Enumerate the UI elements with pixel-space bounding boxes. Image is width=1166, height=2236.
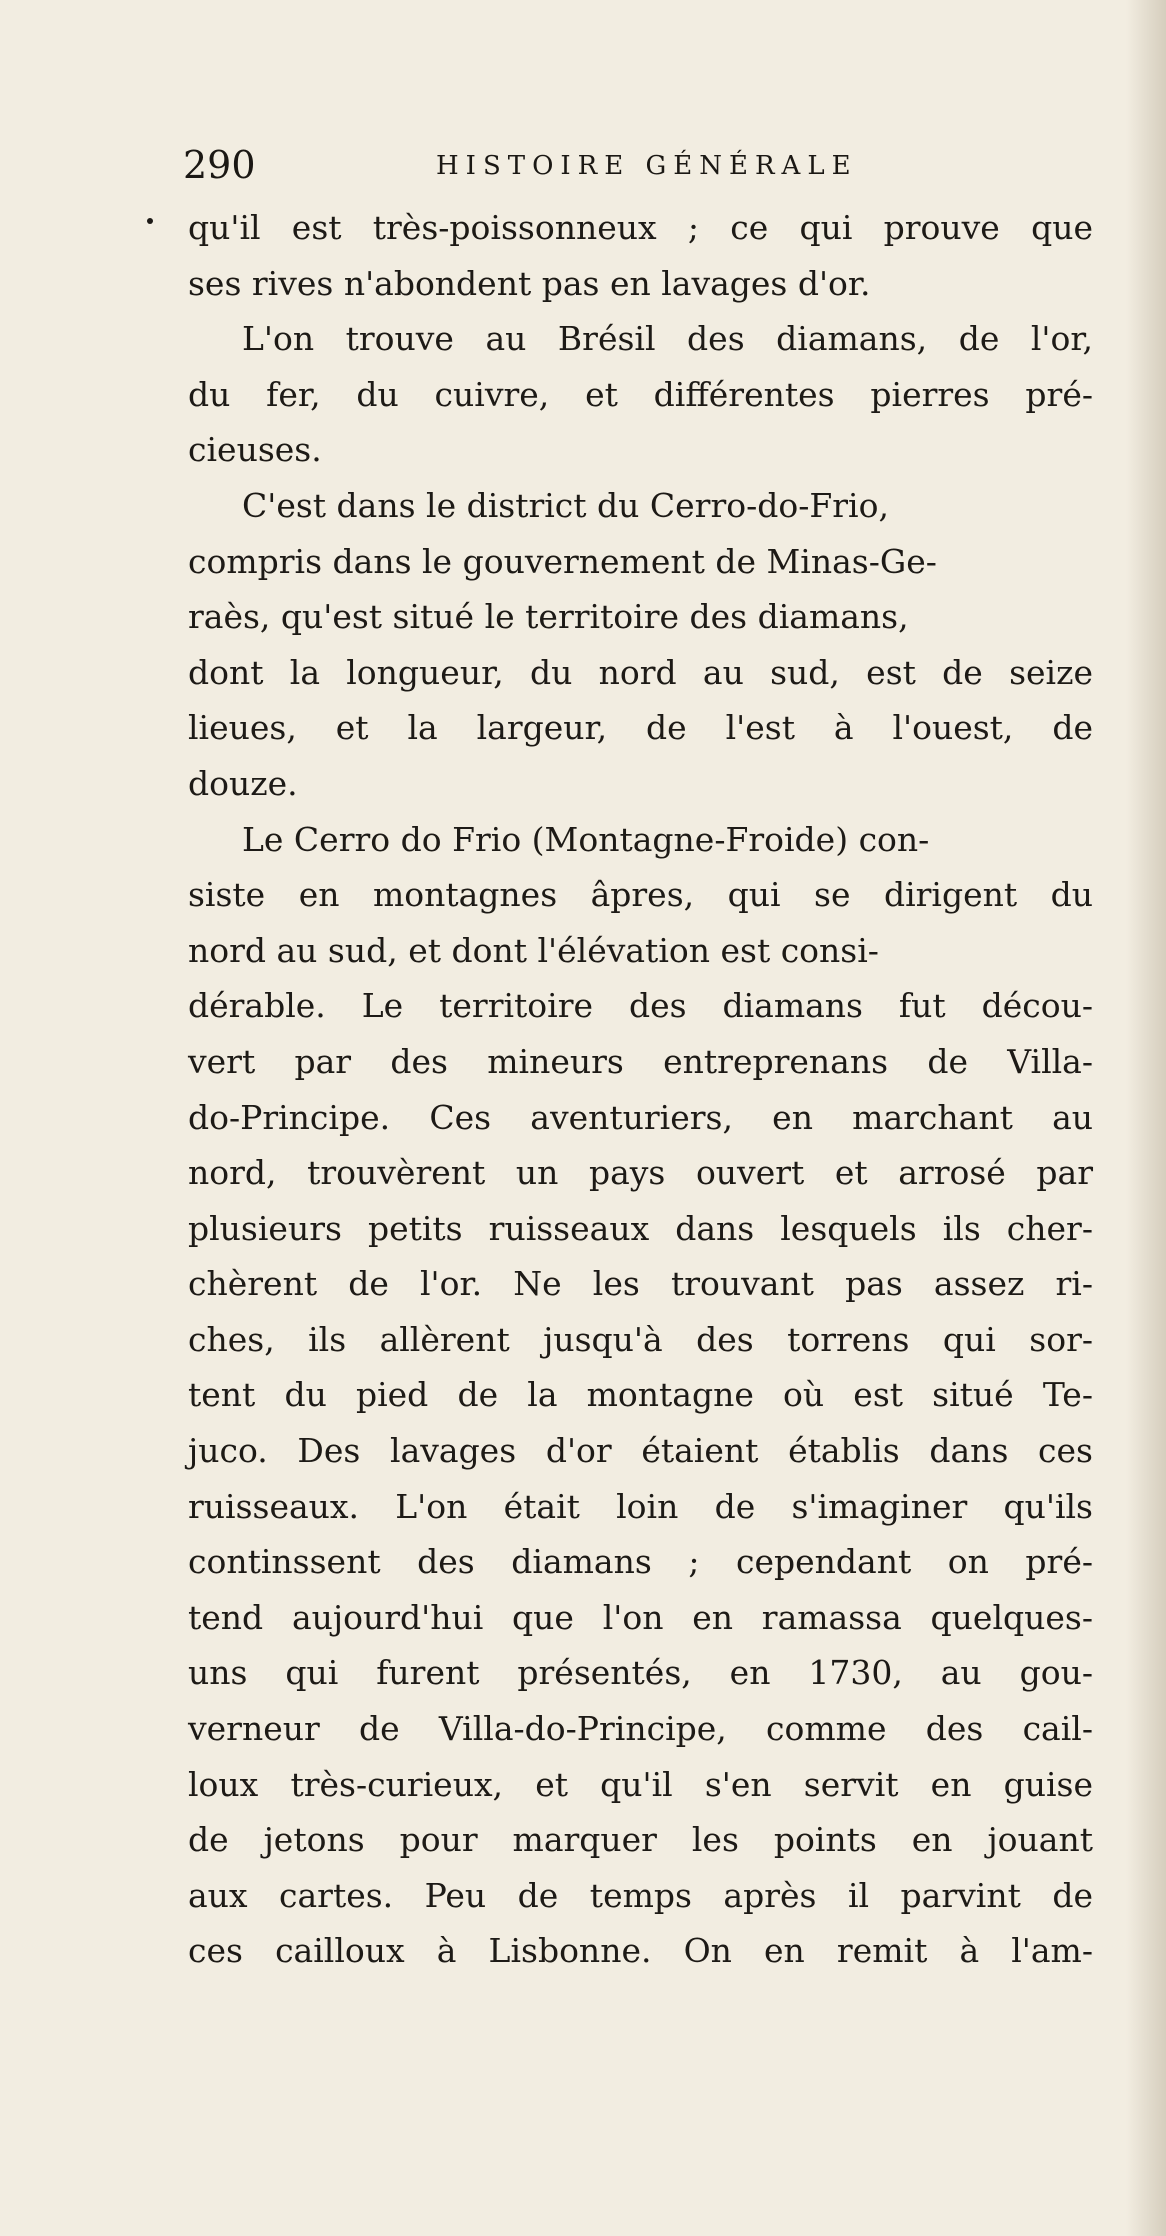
- running-head: HISTOIRE GÉNÉRALE: [436, 151, 858, 181]
- text-line: ruisseaux. L'on était loin de s'imaginer qu'ils: [188, 1486, 1093, 1526]
- page-number: 290: [183, 143, 256, 187]
- text-line: continssent des diamans ; cependant on pré-: [188, 1542, 1093, 1582]
- text-line: dont la longueur, du nord au sud, est de seize: [188, 652, 1093, 692]
- text-line: L'on trouve au Brésil des diamans, de l'or,: [242, 319, 1093, 359]
- text-line: aux cartes. Peu de temps après il parvint de: [188, 1875, 1093, 1915]
- text-line: ses rives n'abondent pas en lavages d'or.: [188, 263, 871, 303]
- text-line: tent du pied de la montagne où est situé Te-: [188, 1375, 1093, 1415]
- text-line: verneur de Villa-do-Principe, comme des cail-: [188, 1709, 1093, 1749]
- text-line: juco. Des lavages d'or étaient établis dans ces: [188, 1431, 1093, 1471]
- text-line: siste en montagnes âpres, qui se dirigent du: [188, 875, 1093, 915]
- text-line: do-Principe. Ces aventuriers, en marchant au: [188, 1097, 1093, 1137]
- text-line: compris dans le gouvernement de Minas-Ge-: [188, 541, 937, 581]
- text-line: uns qui furent présentés, en 1730, au gou-: [188, 1653, 1093, 1693]
- text-line: nord au sud, et dont l'élévation est consi-: [188, 930, 879, 970]
- text-line: plusieurs petits ruisseaux dans lesquels ils cher-: [188, 1208, 1093, 1248]
- body-text: [188, 200, 1128, 1979]
- page-header: [183, 140, 943, 190]
- text-line: tend aujourd'hui que l'on en ramassa quelques-: [188, 1597, 1093, 1637]
- text-line: C'est dans le district du Cerro-do-Frio,: [242, 485, 889, 525]
- text-line: cieuses.: [188, 430, 322, 470]
- text-line: douze.: [188, 763, 298, 803]
- text-line: qu'il est très-poissonneux ; ce qui prouve que: [188, 208, 1093, 247]
- text-line: dérable. Le territoire des diamans fut décou-: [188, 986, 1093, 1026]
- text-line: Le Cerro do Frio (Montagne-Froide) con-: [242, 819, 930, 859]
- text-line: lieues, et la largeur, de l'est à l'ouest, de: [188, 708, 1093, 748]
- text-line: de jetons pour marquer les points en jouant: [188, 1820, 1093, 1860]
- text-line: loux très-curieux, et qu'il s'en servit en guise: [188, 1764, 1093, 1804]
- text-line: vert par des mineurs entreprenans de Villa-: [188, 1041, 1093, 1081]
- page-edge-shadow: [1126, 0, 1166, 2236]
- text-line: ches, ils allèrent jusqu'à des torrens qui sor-: [188, 1319, 1093, 1359]
- text-line: nord, trouvèrent un pays ouvert et arrosé par: [188, 1153, 1093, 1193]
- text-line: raès, qu'est situé le territoire des diamans,: [188, 597, 909, 637]
- text-line: ces cailloux à Lisbonne. On en remit à l'am-: [188, 1931, 1093, 1971]
- margin-dot-mark: [147, 218, 153, 224]
- text-line: du fer, du cuivre, et différentes pierres pré-: [188, 374, 1093, 414]
- text-line: chèrent de l'or. Ne les trouvant pas assez ri-: [188, 1264, 1093, 1304]
